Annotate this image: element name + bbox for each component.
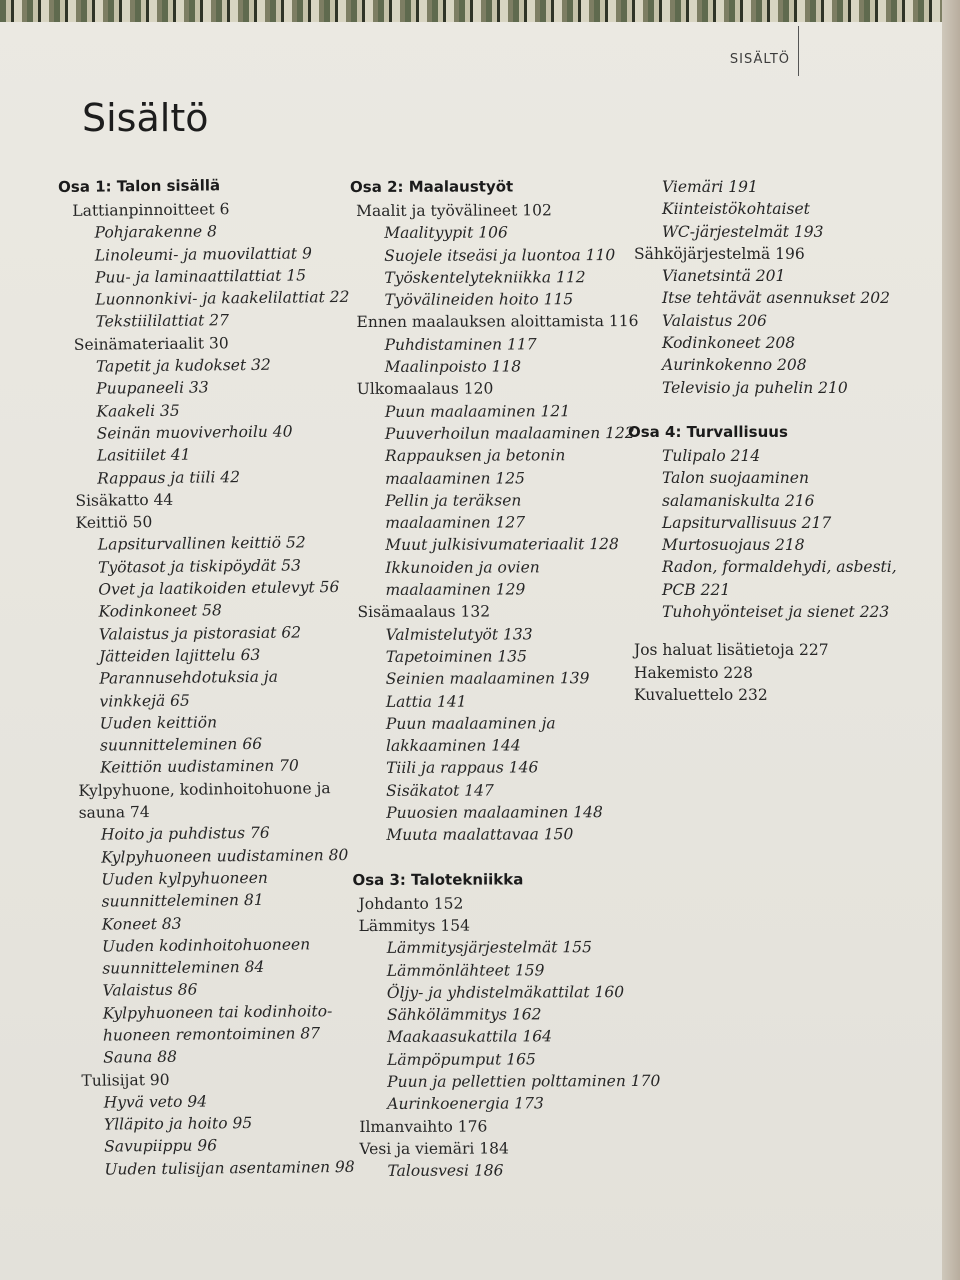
toc-entry: Muuta maalattavaa 150: [386, 825, 574, 845]
toc-entry: Työskentelytekniikka 112: [384, 268, 586, 287]
toc-entry: Puupaneeli 33: [96, 378, 209, 398]
toc-entry: Vesi ja viemäri 184: [359, 1139, 509, 1158]
toc-entry: Kodinkoneet 208: [662, 334, 796, 353]
toc-entry: Valaistus ja pistorasiat 62: [98, 623, 302, 644]
toc-entry: suunnitteleminen 81: [101, 891, 264, 911]
toc-entry: Kaakeli 35: [96, 401, 180, 421]
toc-entry: Vianetsintä 201: [662, 267, 786, 286]
toc-entry: Puun maalaaminen 121: [384, 401, 571, 421]
toc-entry: maalaaminen 127: [385, 513, 526, 533]
toc-entry: Uuden keittiön: [99, 713, 218, 733]
toc-entry: Linoleumi- ja muovilattiat 9: [94, 243, 312, 265]
toc-section-heading: Osa 3: Talotekniikka: [352, 870, 524, 889]
toc-entry: Rappauksen ja betonin: [384, 446, 566, 466]
toc-entry: Hyvä veto 94: [103, 1092, 208, 1112]
toc-entry: Jätteiden lajittelu 63: [98, 645, 261, 666]
toc-entry: Ylläpito ja hoito 95: [103, 1114, 253, 1134]
toc-spacer: [628, 399, 928, 415]
toc-entry: Kylpyhuoneen tai kodinhoito-: [102, 1001, 333, 1023]
toc-entry: Muut julkisivumateriaalit 128: [385, 535, 619, 555]
toc-entry: Sähköjärjestelmä 196: [634, 244, 805, 263]
toc-entry: Keittiö 50: [75, 513, 153, 532]
toc-column-2: [350, 175, 661, 1182]
toc-entry: Aurinkoenergia 173: [387, 1094, 544, 1114]
toc-entry: Tulisijat 90: [81, 1070, 170, 1090]
toc-entry: Rappaus ja tiili 42: [97, 467, 241, 488]
toc-section-heading: Osa 4: Turvallisuus: [628, 422, 788, 441]
toc-entry: Lämpöpumput 165: [387, 1050, 536, 1069]
toc-entry: Maalityypit 106: [384, 223, 508, 243]
toc-entry: Puu- ja laminaattilattiat 15: [94, 266, 307, 287]
toc-entry: Hakemisto 228: [634, 663, 754, 682]
toc-entry: Tekstiililattiat 27: [95, 311, 230, 332]
toc-entry: maalaaminen 125: [385, 468, 526, 488]
toc-entry: Valaistus 206: [662, 311, 767, 330]
toc-entry: Kylpyhuone, kodinhoitohuone ja: [78, 778, 331, 800]
toc-entry: Uuden kodinhoitohuoneen: [101, 935, 311, 956]
header-rule: [798, 26, 799, 76]
toc-entry: salamaniskulta 216: [662, 491, 815, 510]
toc-entry: Seinämateriaalit 30: [73, 334, 229, 354]
toc-column-1: [58, 173, 355, 1181]
toc-entry: Tulipalo 214: [662, 446, 761, 465]
toc-entry: Tuhohyönteiset ja sienet 223: [662, 603, 890, 622]
toc-entry: Puuosien maalaaminen 148: [386, 803, 603, 822]
toc-entry: Pohjarakenne 8: [94, 222, 217, 242]
toc-entry: Pellin ja teräksen: [385, 491, 522, 510]
toc-entry: lakkaaminen 144: [385, 736, 521, 756]
toc-entry: Parannusehdotuksia ja: [99, 667, 279, 688]
toc-entry: Hoito ja puhdistus 76: [100, 824, 270, 844]
toc-entry: Kodinkoneet 58: [98, 601, 222, 621]
toc-entry: Puhdistaminen 117: [384, 335, 537, 354]
toc-entry: Puun ja pellettien polttaminen 170: [387, 1071, 661, 1091]
toc-entry: Sisäkatot 147: [386, 781, 494, 800]
toc-entry: Työtasot ja tiskipöydät 53: [98, 556, 302, 577]
toc-entry: Ikkunoiden ja ovien: [385, 558, 540, 577]
toc-entry: sauna 74: [78, 803, 150, 822]
toc-entry: Uuden kylpyhuoneen: [101, 868, 268, 889]
toc-entry: Tiili ja rappaus 146: [386, 758, 539, 778]
toc-entry: Ovet ja laatikoiden etulevyt 56: [98, 578, 340, 599]
toc-entry: suunnitteleminen 66: [99, 735, 263, 755]
toc-entry: Tapetoiminen 135: [385, 647, 528, 666]
toc-entry: Maakaasukattila 164: [386, 1027, 552, 1047]
toc-entry: Koneet 83: [101, 914, 182, 934]
toc-entry: Suojele itseäsi ja luontoa 110: [384, 245, 616, 265]
toc-entry: Ulkomaalaus 120: [356, 379, 494, 399]
toc-entry: Maalit ja työvälineet 102: [356, 201, 552, 220]
toc-entry: Lattia 141: [385, 692, 467, 711]
toc-entry: Puuverhoilun maalaaminen 122: [384, 423, 635, 443]
toc-entry: Johdanto 152: [358, 894, 464, 913]
toc-entry: Viemäri 191: [662, 178, 758, 196]
toc-entry: Ennen maalauksen aloittamista 116: [356, 312, 639, 332]
toc-entry: Työvälineiden hoito 115: [384, 290, 574, 310]
toc-entry: Aurinkokenno 208: [662, 356, 807, 375]
toc-entry: Luonnonkivi- ja kaakelilattiat 22: [95, 288, 350, 309]
toc-entry: Lämmitys 154: [358, 916, 470, 935]
toc-entry: vinkkejä 65: [99, 691, 190, 711]
toc-entry: Lasitiilet 41: [96, 445, 191, 465]
toc-entry: PCB 221: [662, 580, 731, 599]
toc-entry: Talon suojaaminen: [662, 469, 809, 488]
toc-entry: Murtosuojaus 218: [662, 536, 805, 555]
toc-entry: Jos haluat lisätietoja 227: [634, 641, 829, 660]
toc-entry: Kylpyhuoneen uudistaminen 80: [101, 845, 349, 867]
toc-entry: Ilmanvaihto 176: [359, 1117, 488, 1136]
toc-entry: Talousvesi 186: [387, 1161, 504, 1181]
toc-entry: Itse tehtävät asennukset 202: [662, 289, 890, 308]
toc-column-3: [628, 176, 928, 706]
toc-entry: Valmistelutyöt 133: [385, 625, 533, 644]
toc-entry: Keittiön uudistaminen 70: [100, 756, 299, 778]
toc-entry: Seinien maalaaminen 139: [385, 669, 590, 689]
toc-entry: Lapsiturvallisuus 217: [662, 513, 832, 532]
toc-entry: Lapsiturvallinen keittiö 52: [97, 533, 306, 555]
toc-entry: Sähkölämmitys 162: [386, 1005, 542, 1024]
toc-entry: Lämmitysjärjestelmät 155: [386, 938, 592, 958]
toc-entry: Radon, formaldehydi, asbesti,: [662, 558, 897, 577]
toc-spacer: [628, 623, 928, 639]
running-head: SISÄLTÖ: [729, 52, 790, 67]
toc-entry: Sisämaalaus 132: [357, 602, 491, 622]
toc-entry: Sauna 88: [103, 1048, 178, 1067]
toc-spacer: [352, 846, 637, 863]
toc-entry: Maalinpoisto 118: [384, 357, 522, 376]
adjacent-page-strip: [0, 0, 960, 22]
toc-entry: Televisio ja puhelin 210: [662, 378, 848, 397]
toc-entry: Savupiippu 96: [104, 1136, 218, 1157]
page-edge: [942, 0, 960, 1280]
toc-entry: suunnitteleminen 84: [102, 957, 265, 978]
toc-entry: Öljy- ja yhdistelmäkattilat 160: [386, 982, 625, 1002]
toc-entry: Lämmönlähteet 159: [386, 960, 545, 980]
toc-section-heading: Osa 1: Talon sisällä: [58, 176, 221, 196]
toc-entry: huoneen remontoiminen 87: [102, 1024, 321, 1045]
toc-entry: Seinän muoviverhoilu 40: [96, 422, 293, 443]
toc-section-heading: Osa 2: Maalaustyöt: [350, 177, 514, 196]
toc-entry: Kuvaluettelo 232: [634, 685, 768, 704]
toc-entry: Uuden tulisijan asentaminen 98: [104, 1157, 355, 1179]
toc-entry: Kiinteistökohtaiset: [662, 200, 810, 219]
toc-entry: Valaistus 86: [102, 980, 198, 1000]
toc-entry: WC-järjestelmät 193: [662, 222, 824, 241]
toc-entry: Sisäkatto 44: [75, 490, 174, 510]
toc-entry: Lattianpinnoitteet 6: [72, 200, 230, 220]
toc-entry: Tapetit ja kudokset 32: [95, 355, 271, 376]
toc-entry: Puun maalaaminen ja: [385, 714, 556, 733]
toc-entry: maalaaminen 129: [385, 580, 526, 599]
page-title: Sisältö: [82, 96, 209, 140]
